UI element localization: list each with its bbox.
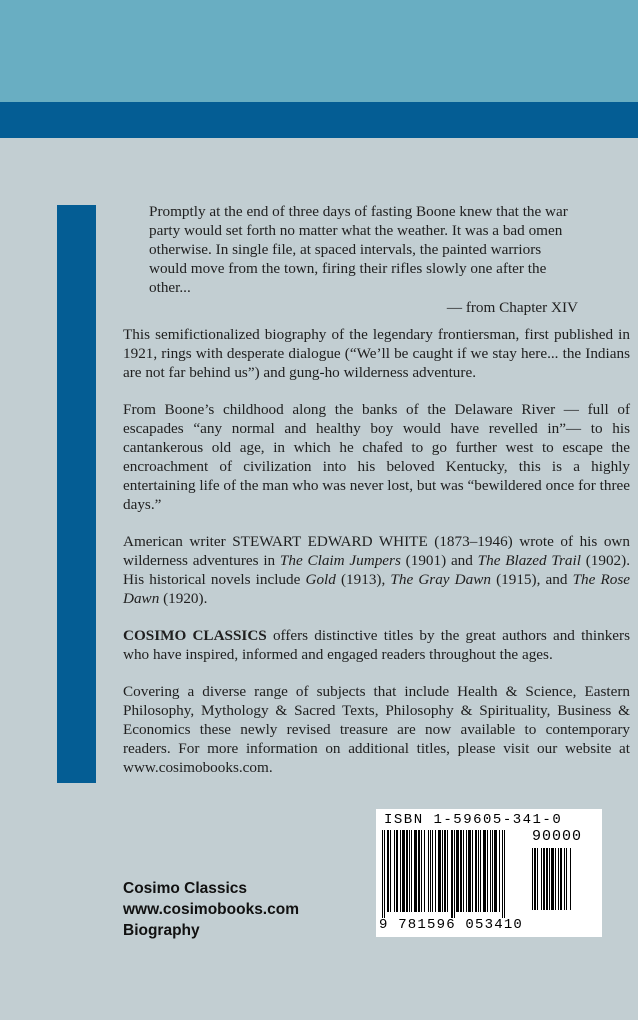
barcode-bar (402, 830, 405, 912)
isbn-label: ISBN 1-59605-341-0 (384, 812, 563, 828)
book-title-claim-jumpers: The Claim Jumpers (279, 552, 401, 569)
barcode-bar (421, 830, 422, 912)
barcode-bar (390, 830, 391, 912)
barcode-bar (382, 830, 383, 918)
publisher-name: Cosimo Classics (123, 880, 248, 897)
barcode-bar (414, 830, 417, 912)
barcode-bar (387, 830, 389, 912)
barcode-bar (564, 848, 565, 910)
barcode-bar (504, 830, 505, 918)
barcode-bar (406, 830, 408, 912)
book-title-gray-dawn: The Gray Dawn (390, 571, 491, 588)
barcode-bar (447, 830, 448, 912)
ean-barcode (382, 830, 527, 918)
barcode-bar (549, 848, 550, 910)
description (123, 325, 630, 777)
brand-name: COSIMO CLASSICS (123, 627, 267, 644)
paragraph-subjects: Covering a diverse range of subjects that include Health & Science, Eastern Philosophy, Mythology & Sacred Texts, Philosophy & Spirituality, Business & Economics these newly revised treasure are now available to contemporary readers. For more information on additional titles, please visit our website at www.cosimobooks.com. (123, 683, 630, 776)
barcode-bar (499, 830, 500, 912)
book-title-blazed-trail: The Blazed Trail (477, 552, 581, 569)
barcode-bar (468, 830, 471, 912)
barcode-bar (537, 848, 538, 910)
barcode-bar (541, 848, 542, 910)
barcode-bar (456, 830, 459, 912)
barcode-bar (400, 830, 401, 912)
barcode-bar (543, 848, 545, 910)
barcode-bar (444, 830, 446, 912)
paragraph-publisher (123, 626, 630, 664)
author-text-1: American writer STEWART EDWARD WHITE (1873–1946) wrote of his own wilderness adventures in (123, 533, 630, 569)
barcode-bar (454, 830, 455, 918)
barcode-panel (376, 809, 602, 937)
barcode-bar (555, 848, 556, 910)
barcode-bar (472, 830, 473, 912)
barcode-bar (460, 830, 462, 912)
barcode-bar (546, 848, 548, 910)
author-text-5: (1915), and (490, 571, 573, 588)
barcode-bar (466, 830, 467, 912)
barcode-bar (492, 830, 493, 912)
barcode-bar (451, 830, 453, 918)
paragraph-story: From Boone’s childhood along the banks of the Delaware River — full of escapades “any normal and healthy boy would have revelled in”— to his cantankerous old age, in which he chafed to go further west to escape the encroachment of civilization into his beloved Kentucky, this is a highly entertaining life of the man who was never lost, but was “bewildered once for three days.” (123, 401, 630, 513)
barcode-bar (435, 830, 436, 912)
barcode-bar (487, 830, 488, 912)
barcode-bar (490, 830, 491, 912)
publisher-footer (123, 878, 299, 941)
barcode-bar (442, 830, 443, 912)
barcode-bar (478, 830, 479, 912)
barcode-bar (428, 830, 429, 912)
author-text-4: (1913), (335, 571, 391, 588)
barcode-bar (384, 830, 385, 918)
author-text-6: (1920). (159, 590, 208, 607)
excerpt-quote (149, 202, 578, 317)
barcode-bar (502, 830, 503, 918)
barcode-bar (534, 848, 536, 910)
author-text-2: (1901) and (400, 552, 478, 569)
barcode-bar (438, 830, 441, 912)
publisher-text: offers distinctive titles by the great authors and thinkers who have inspired, informed and engaged readers throughout the ages. (123, 627, 631, 663)
book-title-rose-dawn: The Rose Dawn (123, 571, 630, 607)
paragraph-summary: This semifictionalized biography of the legendary frontiersman, first published in 1921, rings with desperate dialogue (“We’ll be caught if we stay here... the Indians are not far behind us”) and gung-ho wilderness adventure. (123, 326, 630, 381)
barcode-bar (432, 830, 433, 912)
barcode-bar (532, 848, 533, 910)
addon-barcode (532, 848, 596, 916)
blue-stripe (0, 102, 638, 138)
barcode-bar (483, 830, 486, 912)
quote-text: Promptly at the end of three days of fasting Boone knew that the war party would set forth no matter what the weather. It was a bad omen otherwise. In single file, at spaced intervals, the painted warriors would move from the town, firing their rifles slowly one after the other... (149, 203, 568, 296)
book-title-gold: Gold (305, 571, 336, 588)
barcode-bar (430, 830, 431, 912)
barcode-bar (570, 848, 571, 910)
barcode-bar (566, 848, 567, 910)
vertical-accent-bar (57, 205, 96, 783)
paragraph-author (123, 532, 630, 608)
author-text-3: (1902). His historical novels include (123, 552, 630, 588)
barcode-bar (558, 848, 559, 910)
barcode-bar (411, 830, 412, 912)
barcode-bar (409, 830, 410, 912)
barcode-bar (424, 830, 425, 912)
barcode-bar (551, 848, 554, 910)
barcode-bar (475, 830, 477, 912)
barcode-bar (396, 830, 398, 912)
price-addon-label: 90000 (532, 828, 583, 845)
barcode-bar (494, 830, 497, 912)
barcode-bar (394, 830, 395, 912)
barcode-bar (560, 848, 562, 910)
publisher-website: www.cosimobooks.com (123, 901, 299, 918)
book-category: Biography (123, 922, 200, 939)
barcode-bar (463, 830, 464, 912)
barcode-bar (418, 830, 420, 912)
barcode-bar (480, 830, 481, 912)
ean-number: 9 781596 053410 (379, 917, 524, 933)
quote-attribution: — from Chapter XIV (446, 299, 578, 316)
top-color-band (0, 0, 638, 102)
